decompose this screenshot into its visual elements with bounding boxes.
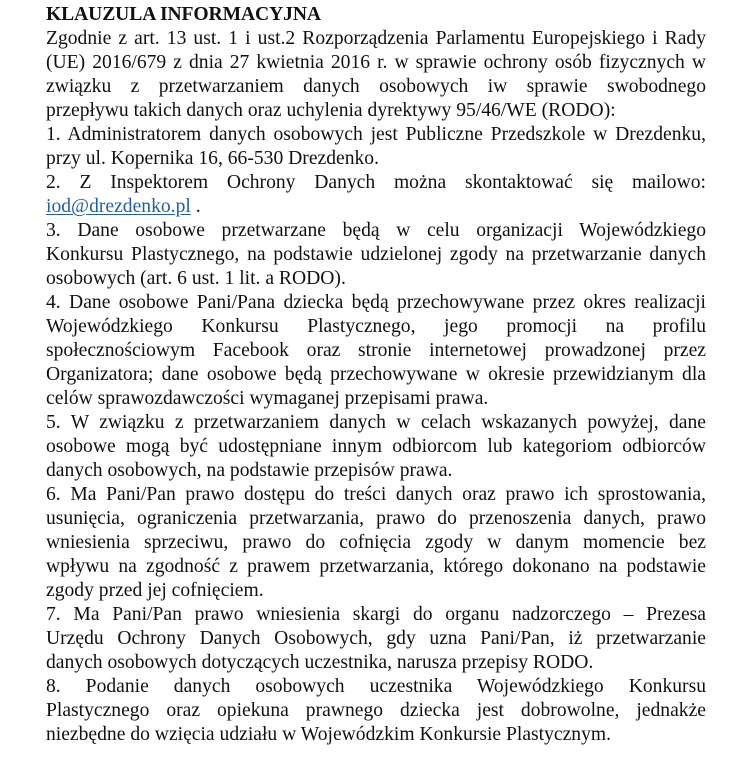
point-4 [46, 291, 706, 411]
point-line: danych osobowych, na podstawie przepisów prawa. [46, 460, 453, 481]
intro-paragraph [46, 27, 706, 123]
point-2 [46, 171, 706, 219]
point-line: Wojewódzkiego Konkursu Plastycznego, jego promocji na profilu [46, 316, 706, 337]
point-line: Konkursu Plastycznego, na podstawie udzielonej zgody na przetwarzanie danych [46, 244, 706, 265]
point-line: 4. Dane osobowe Pani/Pana dziecka będą przechowywane przez okres realizacji [46, 292, 706, 313]
email-line [46, 195, 706, 219]
point-line: 8. Podanie danych osobowych uczestnika Wojewódzkiego Konkursu [46, 676, 706, 697]
point-5 [46, 411, 706, 483]
point-line: przy ul. Kopernika 16, 66-530 Drezdenko. [46, 148, 379, 169]
point-line: Organizatora; dane osobowe będą przechowywane w okresie przewidzianym dla [46, 364, 706, 385]
point-line: 6. Ma Pani/Pan prawo dostępu do treści danych oraz prawo ich sprostowania, [46, 484, 706, 505]
intro-line: związku z przetwarzaniem danych osobowych iw sprawie swobodnego [46, 76, 706, 97]
intro-line: Zgodnie z art. 13 ust. 1 i ust.2 Rozporządzenia Parlamentu Europejskiego i Rady [46, 28, 706, 49]
point-line: niezbędne do wzięcia udziału w Wojewódzkim Konkursie Plastycznym. [46, 724, 612, 745]
point-line: osobowe mogą być udostępniane innym odbiorcom lub kategoriom odbiorców [46, 436, 706, 457]
point-1 [46, 123, 706, 171]
point-line: Urzędu Ochrony Danych Osobowych, gdy uzna Pani/Pan, iż przetwarzanie [46, 628, 706, 649]
intro-line: (UE) 2016/679 z dnia 27 kwietnia 2016 r. w sprawie ochrony osób fizycznych w [46, 52, 706, 73]
document-title: KLAUZULA INFORMACYJNA [46, 4, 321, 25]
information-clause-document [46, 3, 706, 747]
point-line: celów sprawozdawczości wymaganej przepisami prawa. [46, 388, 489, 409]
email-link[interactable]: iod@drezdenko.pl [46, 196, 191, 217]
point-line: 1. Administratorem danych osobowych jest Publiczne Przedszkole w Drezdenku, [46, 124, 706, 145]
point-line: 5. W związku z przetwarzaniem danych w celach wskazanych powyżej, dane [46, 412, 706, 433]
point-line: wpływu na zgodność z prawem przetwarzania, którego dokonano na podstawie [46, 556, 706, 577]
point-line: 7. Ma Pani/Pan prawo wniesienia skargi do organu nadzorczego – Prezesa [46, 604, 706, 625]
point-line: wniesienia sprzeciwu, prawo do cofnięcia zgody w danym momencie bez [46, 532, 706, 553]
point-line: 3. Dane osobowe przetwarzane będą w celu organizacji Wojewódzkiego [46, 220, 706, 241]
point-6 [46, 483, 706, 603]
point-line: osobowych (art. 6 ust. 1 lit. a RODO). [46, 268, 346, 289]
intro-line: przepływu takich danych oraz uchylenia dyrektywy 95/46/WE (RODO): [46, 100, 616, 121]
point-8 [46, 675, 706, 747]
point-line: 2. Z Inspektorem Ochrony Danych można skontaktować się mailowo: [46, 172, 706, 193]
point-3 [46, 219, 706, 291]
point-7 [46, 603, 706, 675]
point-line: usunięcia, ograniczenia przetwarzania, prawo do przenoszenia danych, prawo [46, 508, 706, 529]
point-line: społecznościowym Facebook oraz stronie internetowej prowadzonej przez [46, 340, 706, 361]
email-suffix: . [190, 196, 201, 217]
point-line: zgody przed jej cofnięciem. [46, 580, 264, 601]
point-line: Plastycznego oraz opiekuna prawnego dziecka jest dobrowolne, jednakże [46, 700, 706, 721]
point-line: danych osobowych dotyczących uczestnika, narusza przepisy RODO. [46, 652, 594, 673]
